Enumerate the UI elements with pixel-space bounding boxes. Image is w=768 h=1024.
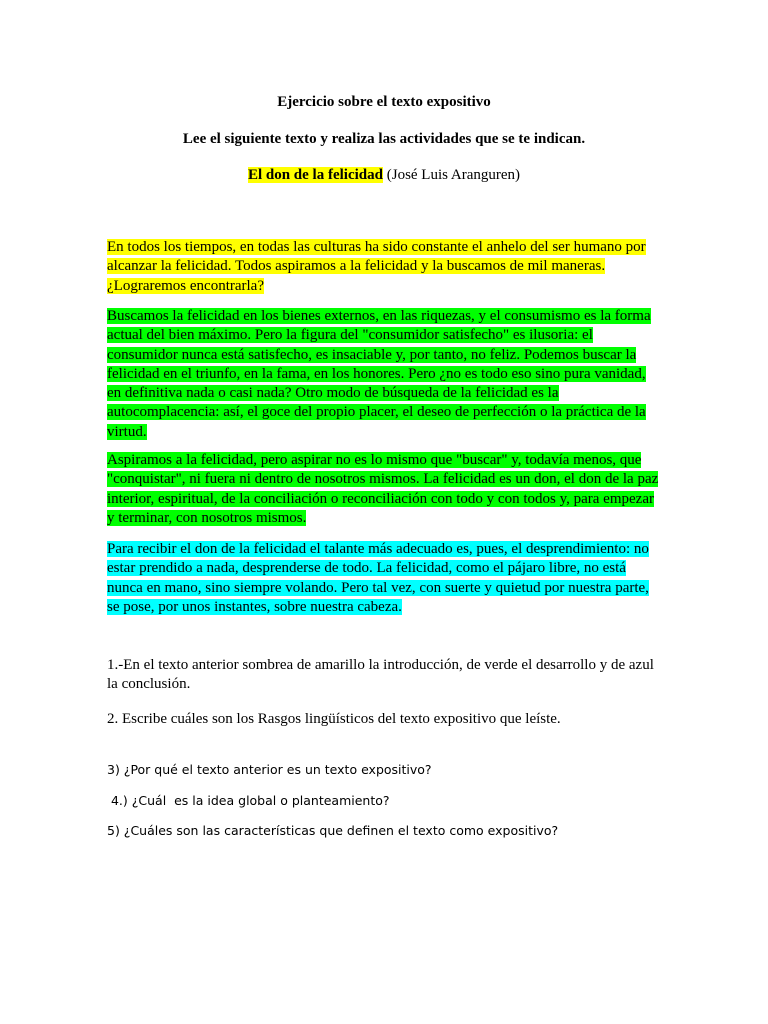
text-title: El don de la felicidad: [247, 167, 383, 183]
paragraph-development-1: [107, 307, 662, 442]
document-title: Ejercicio sobre el texto expositivo: [277, 94, 491, 110]
paragraph-development-2: [107, 451, 662, 528]
question-2: 2. Escribe cuáles son los Rasgos lingüísticos del texto expositivo que leíste.: [107, 711, 561, 727]
question-4: 4.) ¿Cuál es la idea global o planteamiento?: [107, 793, 390, 808]
paragraph-text: En todos los tiempos, en todas las culturas ha sido constante el anhelo del ser humano por alcanzar la felicidad. Todos aspiramos a la felicidad y la buscamos de mil maneras. ¿Lograremos encontrarla?: [107, 239, 646, 294]
question-5: 5) ¿Cuáles son las características que definen el texto como expositivo?: [107, 823, 559, 838]
paragraph-conclusion: [107, 540, 662, 617]
instruction-line: Lee el siguiente texto y realiza las actividades que se te indican.: [182, 131, 586, 147]
text-heading: [0, 166, 768, 185]
paragraph-introduction: [107, 238, 662, 296]
text-author: (José Luis Aranguren): [386, 167, 521, 183]
paragraph-text: Para recibir el don de la felicidad el talante más adecuado es, pues, el desprendimiento: no estar prendido a nada, desprenderse de todo. La felicidad, como el pájaro libre, no está nunca en mano, sino siempre volando. Pero tal vez, con suerte y quietud por nuestra parte, se pose, por unos instantes, sobre nuestra cabeza.: [107, 541, 649, 615]
question-3: 3) ¿Por qué el texto anterior es un texto expositivo?: [107, 762, 432, 777]
paragraph-text: Buscamos la felicidad en los bienes externos, en las riquezas, y el consumismo es la forma actual del bien máximo. Pero la figura del "consumidor satisfecho" es ilusoria: el consumidor nunca está satisfecho, es insaciable y, por tanto, no feliz. Podemos buscar la felicidad en el triunfo, en la fama, en los honores. Pero ¿no es todo eso sino pura vanidad, en definitiva nada o casi nada? Otro modo de búsqueda de la felicidad es la autocomplacencia: así, el goce del propio placer, el deseo de perfección o la práctica de la virtud.: [107, 308, 651, 440]
question-1: 1.-En el texto anterior sombrea de amarillo la introducción, de verde el desarrollo y de azul la conclusión.: [107, 657, 654, 692]
paragraph-text: Aspiramos a la felicidad, pero aspirar no es lo mismo que "buscar" y, todavía menos, que "conquistar", ni fuera ni dentro de nosotros mismos. La felicidad es un don, el don de la paz interior, espiritual, de la conciliación o reconciliación con todo y con todos y, para empezar y terminar, con nosotros mismos.: [107, 452, 659, 526]
